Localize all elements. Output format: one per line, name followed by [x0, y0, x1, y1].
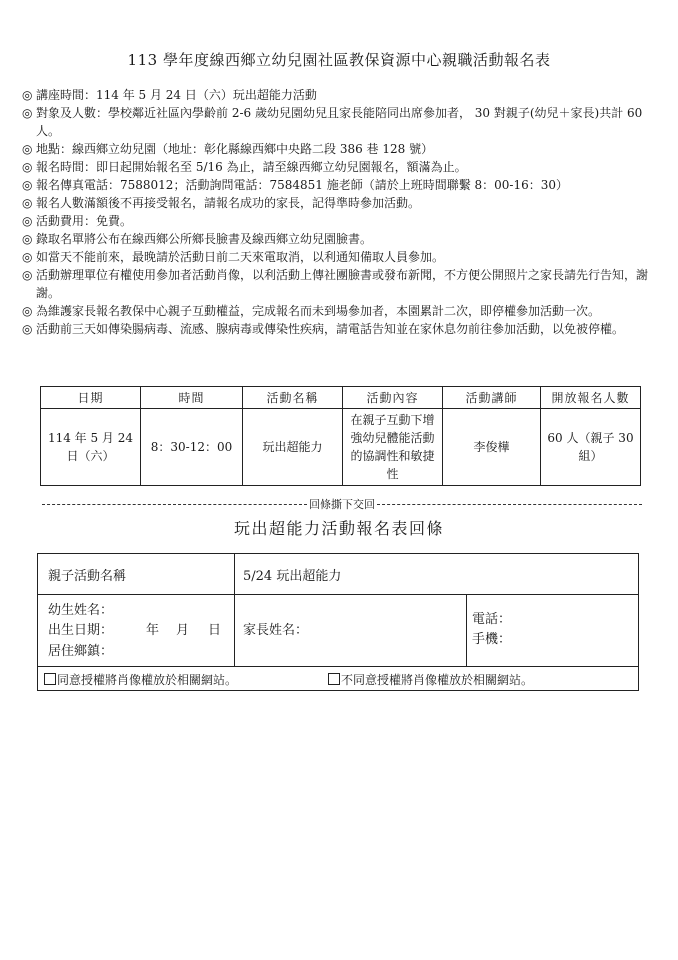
- note-item: [22, 176, 658, 194]
- checkbox-disagree[interactable]: [328, 673, 340, 685]
- residence-label: 居住鄉鎮：: [48, 644, 114, 659]
- note-text: 活動辦理單位有權使用參加者活動肖像，以利活動上傳社團臉書或發布新聞，不方便公開照片之家長請先行告知，謝謝。: [36, 268, 649, 300]
- cut-line: [42, 497, 642, 511]
- note-text: 對象及人數：學校鄰近社區內學齡前 2-6 歲幼兒園幼兒且家長能陪同出席參加者， 30 對親子(幼兒＋家長)共計 60 人。: [36, 106, 643, 138]
- note-text: 報名傳真電話：7588012；活動詢問電話：7584851 施老師（請於上班時間聯繫 8：00-16：30）: [36, 178, 569, 192]
- child-name-label: 幼生姓名：: [48, 603, 114, 618]
- note-item: [22, 248, 658, 266]
- birth-year-unit: 年: [146, 623, 160, 638]
- mobile-label: 手機：: [472, 632, 512, 647]
- cell-activity-content: 在親子互動下增強幼兒體能活動的協調性和敏捷性: [343, 409, 443, 486]
- note-item: [22, 140, 658, 158]
- divider: [234, 554, 235, 594]
- reply-row-activity: [38, 554, 638, 595]
- note-bullet: ◎: [22, 196, 33, 210]
- header-activity-name: 活動名稱: [243, 387, 343, 409]
- note-text: 錄取名單將公布在線西鄉公所鄉長臉書及線西鄉立幼兒園臉書。: [36, 232, 373, 246]
- table-header-row: [41, 387, 641, 409]
- note-item: [22, 86, 658, 104]
- note-bullet: ◎: [22, 106, 33, 120]
- reply-row-consent: [38, 666, 638, 690]
- header-teacher: 活動講師: [443, 387, 541, 409]
- note-text: 活動前三天如傳染腸病毒、流感、腺病毒或傳染性疾病，請電話告知並在家休息勿前往參加活動，以免被停權。: [36, 322, 625, 336]
- header-quota: 開放報名人數: [541, 387, 641, 409]
- cell-teacher: 李俊樺: [443, 409, 541, 486]
- note-item: [22, 230, 658, 248]
- consent-disagree-label: 不同意授權將肖像權放於相關網站。: [341, 673, 534, 687]
- checkbox-agree[interactable]: [44, 673, 56, 685]
- consent-disagree-option[interactable]: [328, 671, 533, 688]
- cell-quota: 60 人（親子 30 組）: [541, 409, 641, 486]
- note-item: [22, 104, 658, 140]
- note-item: [22, 302, 658, 320]
- table-row: [41, 409, 641, 486]
- note-bullet: ◎: [22, 250, 33, 264]
- header-activity-content: 活動內容: [343, 387, 443, 409]
- note-item: [22, 158, 658, 176]
- note-text: 講座時間：114 年 5 月 24 日（六）玩出超能力活動: [36, 88, 317, 102]
- activity-name-value: 5/24 玩出超能力: [243, 569, 342, 584]
- note-bullet: ◎: [22, 142, 33, 156]
- notes-list: [22, 86, 658, 338]
- header-date: 日期: [41, 387, 141, 409]
- consent-agree-option[interactable]: [44, 671, 237, 688]
- note-bullet: ◎: [22, 160, 33, 174]
- reply-slip-form: [37, 553, 639, 691]
- note-bullet: ◎: [22, 88, 33, 102]
- birth-date-label: 出生日期：: [48, 623, 114, 638]
- note-text: 為維護家長報名教保中心親子互動權益，完成報名而未到場參加者，本園累計二次，即停權參加活動一次。: [36, 304, 601, 318]
- note-bullet: ◎: [22, 322, 33, 336]
- consent-agree-label: 同意授權將肖像權放於相關網站。: [57, 673, 238, 687]
- note-bullet: ◎: [22, 268, 33, 282]
- note-item: [22, 194, 658, 212]
- note-text: 報名時間：即日起開始報名至 5/16 為止，請至線西鄉立幼兒園報名，額滿為止。: [36, 160, 467, 174]
- birth-month-unit: 月: [176, 623, 190, 638]
- note-bullet: ◎: [22, 214, 33, 228]
- divider: [466, 594, 467, 666]
- schedule-table: [40, 386, 641, 486]
- note-item: [22, 320, 658, 338]
- cell-time: 8：30-12：00: [141, 409, 243, 486]
- divider: [234, 594, 235, 666]
- parent-name-label: 家長姓名：: [243, 623, 309, 638]
- dashed-rule-left: [42, 504, 307, 505]
- cut-line-text: 回條撕下交回: [309, 498, 375, 511]
- cell-date: 114 年 5 月 24 日（六）: [41, 409, 141, 486]
- phone-label: 電話：: [472, 612, 512, 627]
- activity-name-label: 親子活動名稱: [48, 569, 127, 584]
- note-bullet: ◎: [22, 178, 33, 192]
- note-bullet: ◎: [22, 232, 33, 246]
- note-text: 報名人數滿額後不再接受報名，請報名成功的家長，記得準時參加活動。: [36, 196, 421, 210]
- form-title: 113 學年度線西鄉立幼兒園社區教保資源中心親職活動報名表: [127, 51, 551, 69]
- birth-day-unit: 日: [208, 623, 222, 638]
- note-item: [22, 212, 658, 230]
- note-item: [22, 266, 658, 302]
- note-text: 如當天不能前來，最晚請於活動日前二天來電取消，以利通知備取人員參加。: [36, 250, 445, 264]
- note-text: 活動費用：免費。: [36, 214, 133, 228]
- note-text: 地點：線西鄉立幼兒園（地址：彰化縣線西鄉中央路二段 386 巷 128 號）: [36, 142, 434, 156]
- dashed-rule-right: [377, 504, 642, 505]
- header-time: 時間: [141, 387, 243, 409]
- note-bullet: ◎: [22, 304, 33, 318]
- reply-slip-title: 玩出超能力活動報名表回條: [233, 519, 444, 538]
- reply-row-details: [38, 594, 638, 667]
- cell-activity-name: 玩出超能力: [243, 409, 343, 486]
